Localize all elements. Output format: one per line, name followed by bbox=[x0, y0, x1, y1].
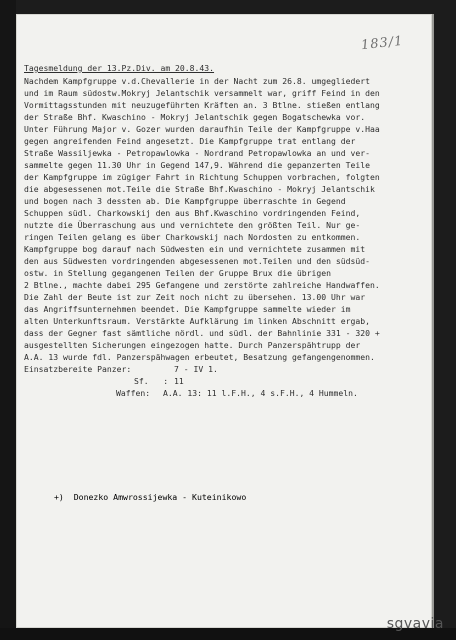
document-body bbox=[16, 14, 432, 628]
body-line: sammelte gegen 11.30 Uhr in Gegend 147,9. Während die gepanzerten Teile bbox=[24, 160, 370, 170]
body-line: und bogen nach 3 dessten ab. Die Kampfgruppe überraschte in Gegend bbox=[24, 196, 346, 206]
assault-gun-label: Sf. : bbox=[134, 376, 169, 386]
body-line: ausgestellten Sicherungen eingezogen hatte. Durch Panzerspähtrupp der bbox=[24, 340, 361, 350]
footnote: +) Donezko Amwrossijewka - Kuteinikowo bbox=[54, 492, 247, 502]
body-line: alten Unterkunftsraum. Verstärkte Aufklärung im linken Abschnitt ergab, bbox=[24, 316, 370, 326]
weapons-label: Waffen: bbox=[116, 388, 151, 398]
body-line: A.A. 13 wurde fdl. Panzerspähwagen erbeutet, Besatzung gefangengenommen. bbox=[24, 352, 375, 362]
body-line: Vormittagsstunden mit neuzugeführten Kräften an. 3 Btlne. stießen entlang bbox=[24, 100, 380, 110]
watermark: sgvavia bbox=[386, 616, 444, 632]
body-line: ostw. in Stellung gegangenen Teilen der Gruppe Brux die übrigen bbox=[24, 268, 331, 278]
body-line: 2 Btlne., machte dabei 295 Gefangene und zerstörte zahlreiche Handwaffen. bbox=[24, 280, 380, 290]
tank-readiness-value: 7 - IV 1. bbox=[174, 364, 218, 374]
document-page bbox=[16, 14, 434, 628]
body-line: nutzte die Überraschung aus und vernichtete den größten Teil. Nur ge- bbox=[24, 220, 361, 230]
body-line: der Kampfgruppe im zügiger Fahrt in Richtung Schuppen vorbrachen, folgten bbox=[24, 172, 380, 182]
assault-gun-value: 11 bbox=[174, 376, 184, 386]
tank-readiness-label: Einsatzbereite Panzer: bbox=[24, 364, 132, 374]
document-title: Tagesmeldung der 13.Pz.Div. am 20.8.43. bbox=[24, 63, 215, 73]
body-line: der Straße Bhf. Kwaschino - Mokryj Jelantschik gegen Bogatschewka vor. bbox=[24, 112, 366, 122]
body-line: Unter Führung Major v. Gozer wurden daraufhin Teile der Kampfgruppe v.Haa bbox=[24, 124, 380, 134]
body-line: Kampfgruppe bog darauf nach Südwesten ein und vernichtete zusammen mit bbox=[24, 244, 366, 254]
body-line: dass der Gegner fast sämtliche nördl. und südl. der Bahnlinie 331 - 320 + bbox=[24, 328, 380, 338]
weapons-value: A.A. 13: 11 l.F.H., 4 s.F.H., 4 Hummeln. bbox=[163, 388, 358, 398]
handwritten-archive-number: 183/1 bbox=[360, 33, 405, 54]
body-line: gegen angreifenden Feind angesetzt. Die Kampfgruppe trat entlang der bbox=[24, 136, 356, 146]
body-line: das Angriffsunternehmen beendet. Die Kampfgruppe sammelte wieder im bbox=[24, 304, 351, 314]
body-line: ringen Teilen gelang es über Charkowskij nach Nordosten zu entkommen. bbox=[24, 232, 361, 242]
body-line: Nachdem Kampfgruppe v.d.Chevallerie in der Nacht zum 26.8. umgegliedert bbox=[24, 76, 370, 86]
body-line: Die Zahl der Beute ist zur Zeit noch nicht zu übersehen. 13.00 Uhr war bbox=[24, 292, 366, 302]
body-line: und im Raum südostw.Mokryj Jelantschik versammelt war, griff Feind in den bbox=[24, 88, 380, 98]
body-line: Straße Wassiljewka - Petropawlowka - Nordrand Petropawlowka an und ver- bbox=[24, 148, 370, 158]
body-line: Schuppen südl. Charkowskij den aus Bhf.Kwaschino vordringenden Feind, bbox=[24, 208, 361, 218]
body-line: die abgesessenen mot.Teile die Straße Bhf.Kwaschino - Mokryj Jelantschik bbox=[24, 184, 375, 194]
body-line: den aus Südwesten vordringenden abgesessenen mot.Teilen und den südsüd- bbox=[24, 256, 370, 266]
